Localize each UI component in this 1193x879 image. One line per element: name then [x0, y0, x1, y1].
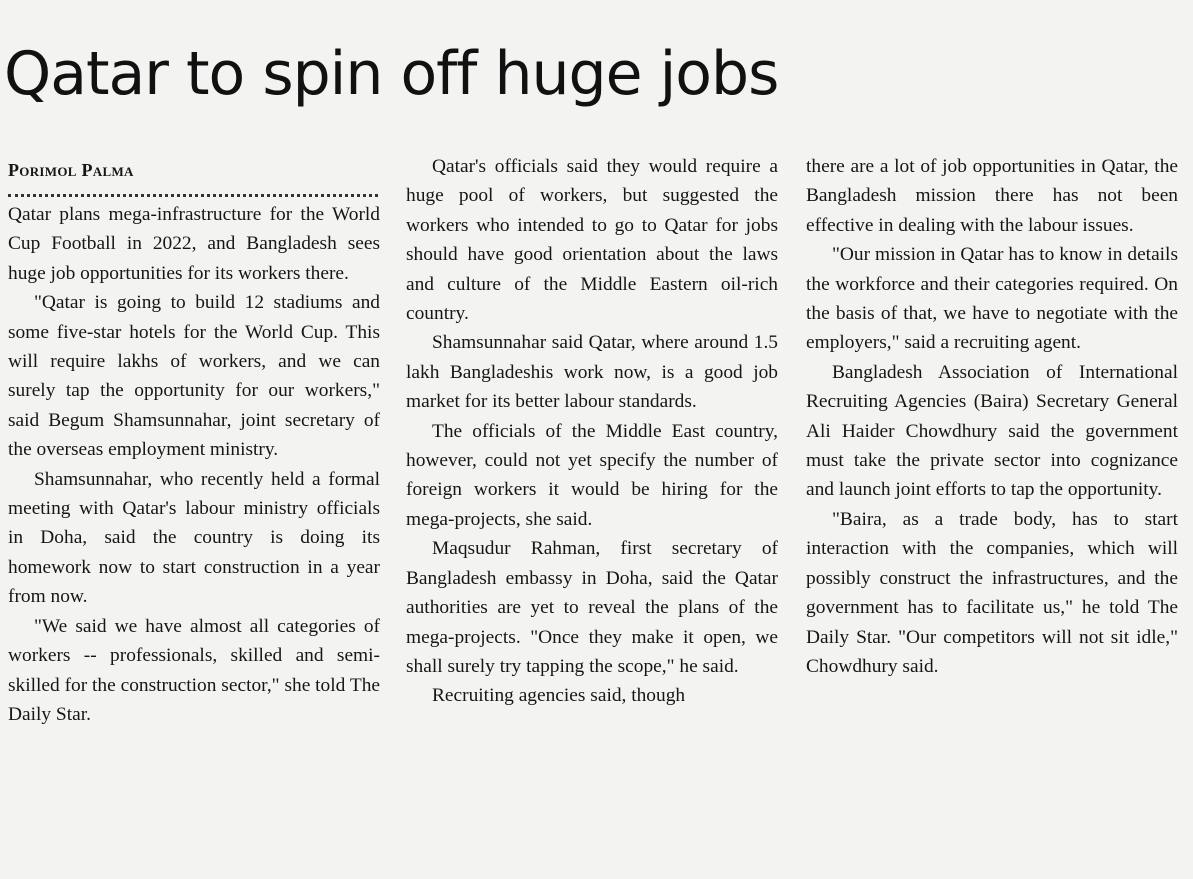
- article-paragraph: "We said we have almost all categories of workers -- professionals, skilled and semi-skilled for the construction sector," she told The Daily Star.: [8, 615, 380, 725]
- article-paragraph: The officials of the Middle East country, however, could not yet specify the number of foreign workers it would be hiring for the mega-projects, she said.: [406, 420, 778, 530]
- article-paragraph: "Qatar is going to build 12 stadiums and some five-star hotels for the World Cup. This will require lakhs of workers, and we can surely tap the opportunity for our workers," said Begum Shamsunnahar, joint secretary of the overseas employment ministry.: [8, 292, 380, 461]
- article-paragraph: Bangladesh Association of International Recruiting Agencies (Baira) Secretary General Ali Haider Chowdhury said the government must take the private sector into cognizance and launch joint efforts to tap the opportunity.: [806, 361, 1178, 501]
- article-paragraph: Qatar's officials said they would require a huge pool of workers, but suggested the workers who intended to go to Qatar for jobs should have good orientation about the laws and culture of the Middle Eastern oil-rich country.: [406, 156, 778, 325]
- article-column-3: [806, 152, 1178, 681]
- article-paragraph: "Baira, as a trade body, has to start interaction with the companies, which will possibly construct the infrastructures, and the government has to facilitate us," he told The Daily Star. "Our competitors will not sit idle," Chowdhury said.: [806, 508, 1178, 677]
- byline-dotted-divider: [8, 194, 378, 197]
- article-column-2: [406, 152, 778, 711]
- article-paragraph: there are a lot of job opportunities in Qatar, the Bangladesh mission there has not been effective in dealing with the labour issues.: [806, 156, 1178, 236]
- article-paragraph: Shamsunnahar said Qatar, where around 1.5 lakh Bangladeshis work now, is a good job market for its better labour standards.: [406, 332, 778, 413]
- byline: Porimol Palma: [8, 160, 134, 180]
- article-paragraph: Recruiting agencies said, though: [432, 685, 686, 707]
- article-column-1: [8, 200, 380, 729]
- article-paragraph: Shamsunnahar, who recently held a formal meeting with Qatar's labour ministry officials in Doha, said the country is doing its homework now to start construction in a year from now.: [8, 468, 380, 608]
- article-paragraph: "Our mission in Qatar has to know in details the workforce and their categories required. On the basis of that, we have to negotiate with the employers," said a recruiting agent.: [806, 244, 1178, 354]
- article-paragraph: Qatar plans mega-infrastructure for the World Cup Football in 2022, and Bangladesh sees huge job opportunities for its workers there.: [8, 204, 380, 284]
- headline: Qatar to spin off huge jobs: [4, 39, 779, 109]
- article-paragraph: Maqsudur Rahman, first secretary of Bangladesh embassy in Doha, said the Qatar authorities are yet to reveal the plans of the mega-projects. "Once they make it open, we shall surely try tapping the scope," he said.: [406, 538, 778, 677]
